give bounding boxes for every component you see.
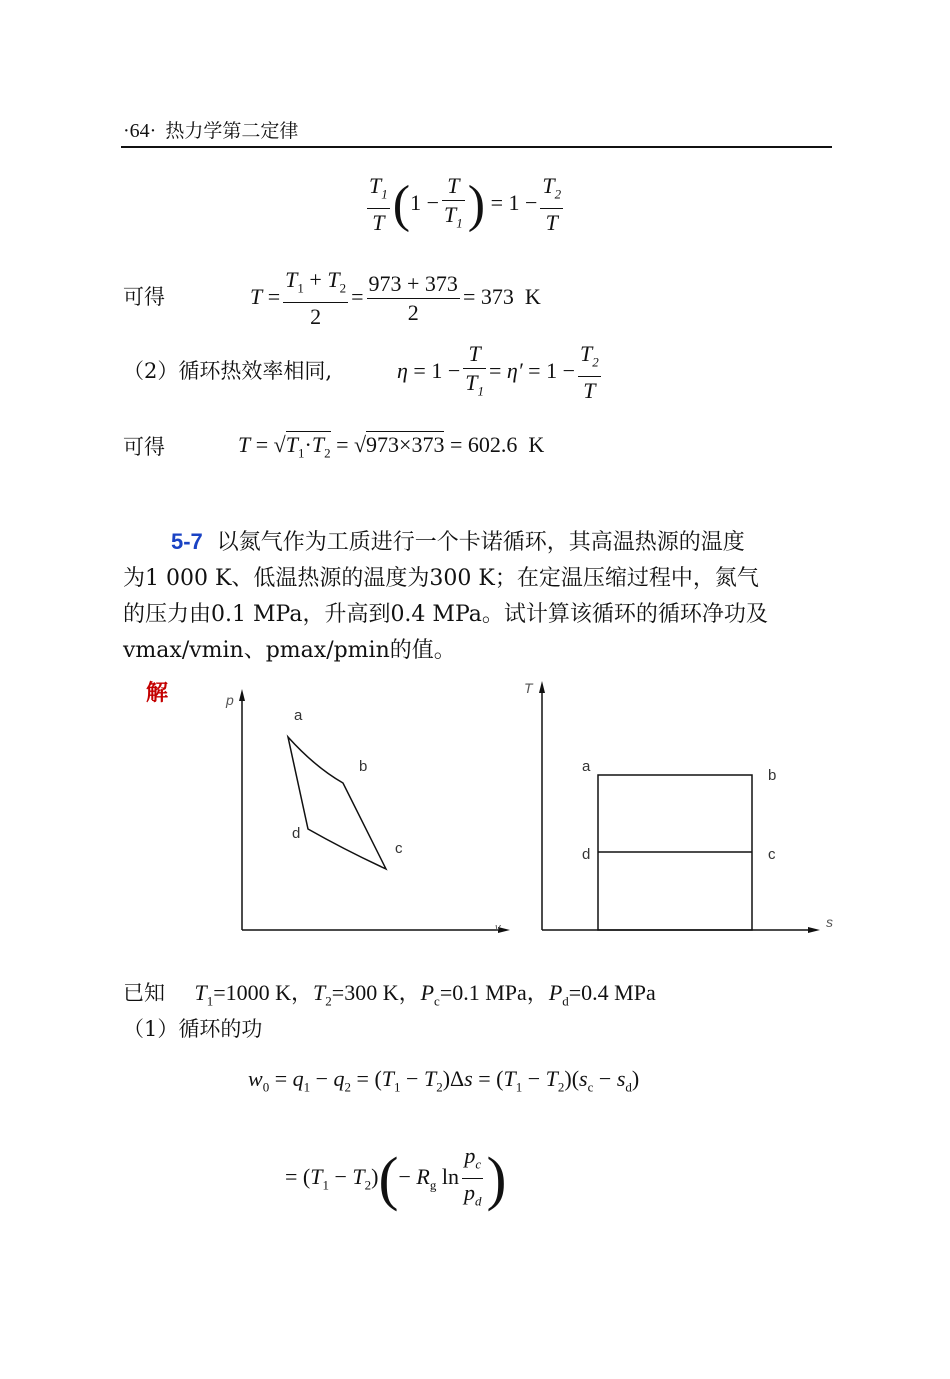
ts-diagram bbox=[520, 675, 840, 945]
formula-2: T = $\frac{T_1 + T_2}{2}$ = $\frac{973 + 373}{2}$ = 373 K bbox=[250, 267, 541, 330]
pv-point-d: d bbox=[292, 825, 301, 842]
formula-3-label: （2）循环热效率相同, bbox=[123, 359, 333, 383]
problem-line-2: 为1 000 K、低温热源的温度为300 K；在定温压缩过程中，氮气 bbox=[123, 566, 759, 591]
chapter-title: 热力学第二定律 bbox=[165, 120, 299, 142]
pv-x-axis-label: v bbox=[495, 922, 501, 934]
pv-point-b: b bbox=[359, 758, 368, 775]
work-equation-2: = $(T_1 - T_2)(- R_g$ ln $\frac{p_c}{p_d}$ ) bbox=[285, 1143, 507, 1212]
problem-5-7 bbox=[123, 524, 833, 669]
solution-label: 解 bbox=[146, 681, 169, 706]
work-equation-1: $w_0 = q_1 - q_2 = (T_1 - T_2)\Delta s = (T_1 - T_2)(s_c - s_d)$ bbox=[248, 1066, 640, 1095]
ts-x-axis-label: s bbox=[826, 914, 833, 930]
pv-point-a: a bbox=[294, 707, 303, 724]
formula-3: η = 1 − $\frac{T}{T_1}$ = η′ = 1 − $\frac{T_2}{T}$ bbox=[397, 341, 599, 404]
pv-diagram bbox=[220, 685, 520, 945]
header-rule bbox=[121, 146, 832, 148]
formula-2-label: 可得 bbox=[123, 285, 165, 309]
ts-point-b: b bbox=[768, 767, 777, 784]
formula-1: $\frac{T_1}{T}$ (1 − $\frac{T}{T_1}$ ) = 1 − $\frac{T_2}{T}$ bbox=[369, 173, 562, 236]
problem-line-1: 以氮气作为工质进行一个卡诺循环，其高温热源的温度 bbox=[216, 530, 745, 555]
ts-point-c: c bbox=[768, 846, 776, 863]
ts-point-d: d bbox=[582, 846, 591, 863]
problem-line-4: vmax/vmin、pmax/pmin的值。 bbox=[123, 638, 456, 663]
page-number: ·64· bbox=[123, 120, 157, 142]
step-1-label: （1）循环的功 bbox=[123, 1017, 263, 1041]
given-label: 已知 bbox=[123, 981, 165, 1005]
pv-point-c: c bbox=[395, 840, 403, 857]
given-line: 已知 $T_1=1000$ K，$T_2=300$ K，$P_c=0.1$ MPa，$P_d=0.4$ MPa bbox=[123, 980, 656, 1009]
ts-y-axis-label: T bbox=[524, 680, 533, 696]
pv-y-axis-label: p bbox=[226, 692, 234, 708]
problem-line-3: 的压力由0.1 MPa，升高到0.4 MPa。试计算该循环的循环净功及 bbox=[123, 602, 768, 627]
formula-4-label: 可得 bbox=[123, 435, 165, 459]
formula-4: $T = √T_1\cdot T_2 = √973\times 373 = 602.6$ K bbox=[238, 432, 545, 461]
ts-point-a: a bbox=[582, 758, 591, 775]
problem-number: 5-7 bbox=[171, 529, 203, 554]
page-header bbox=[123, 116, 298, 143]
